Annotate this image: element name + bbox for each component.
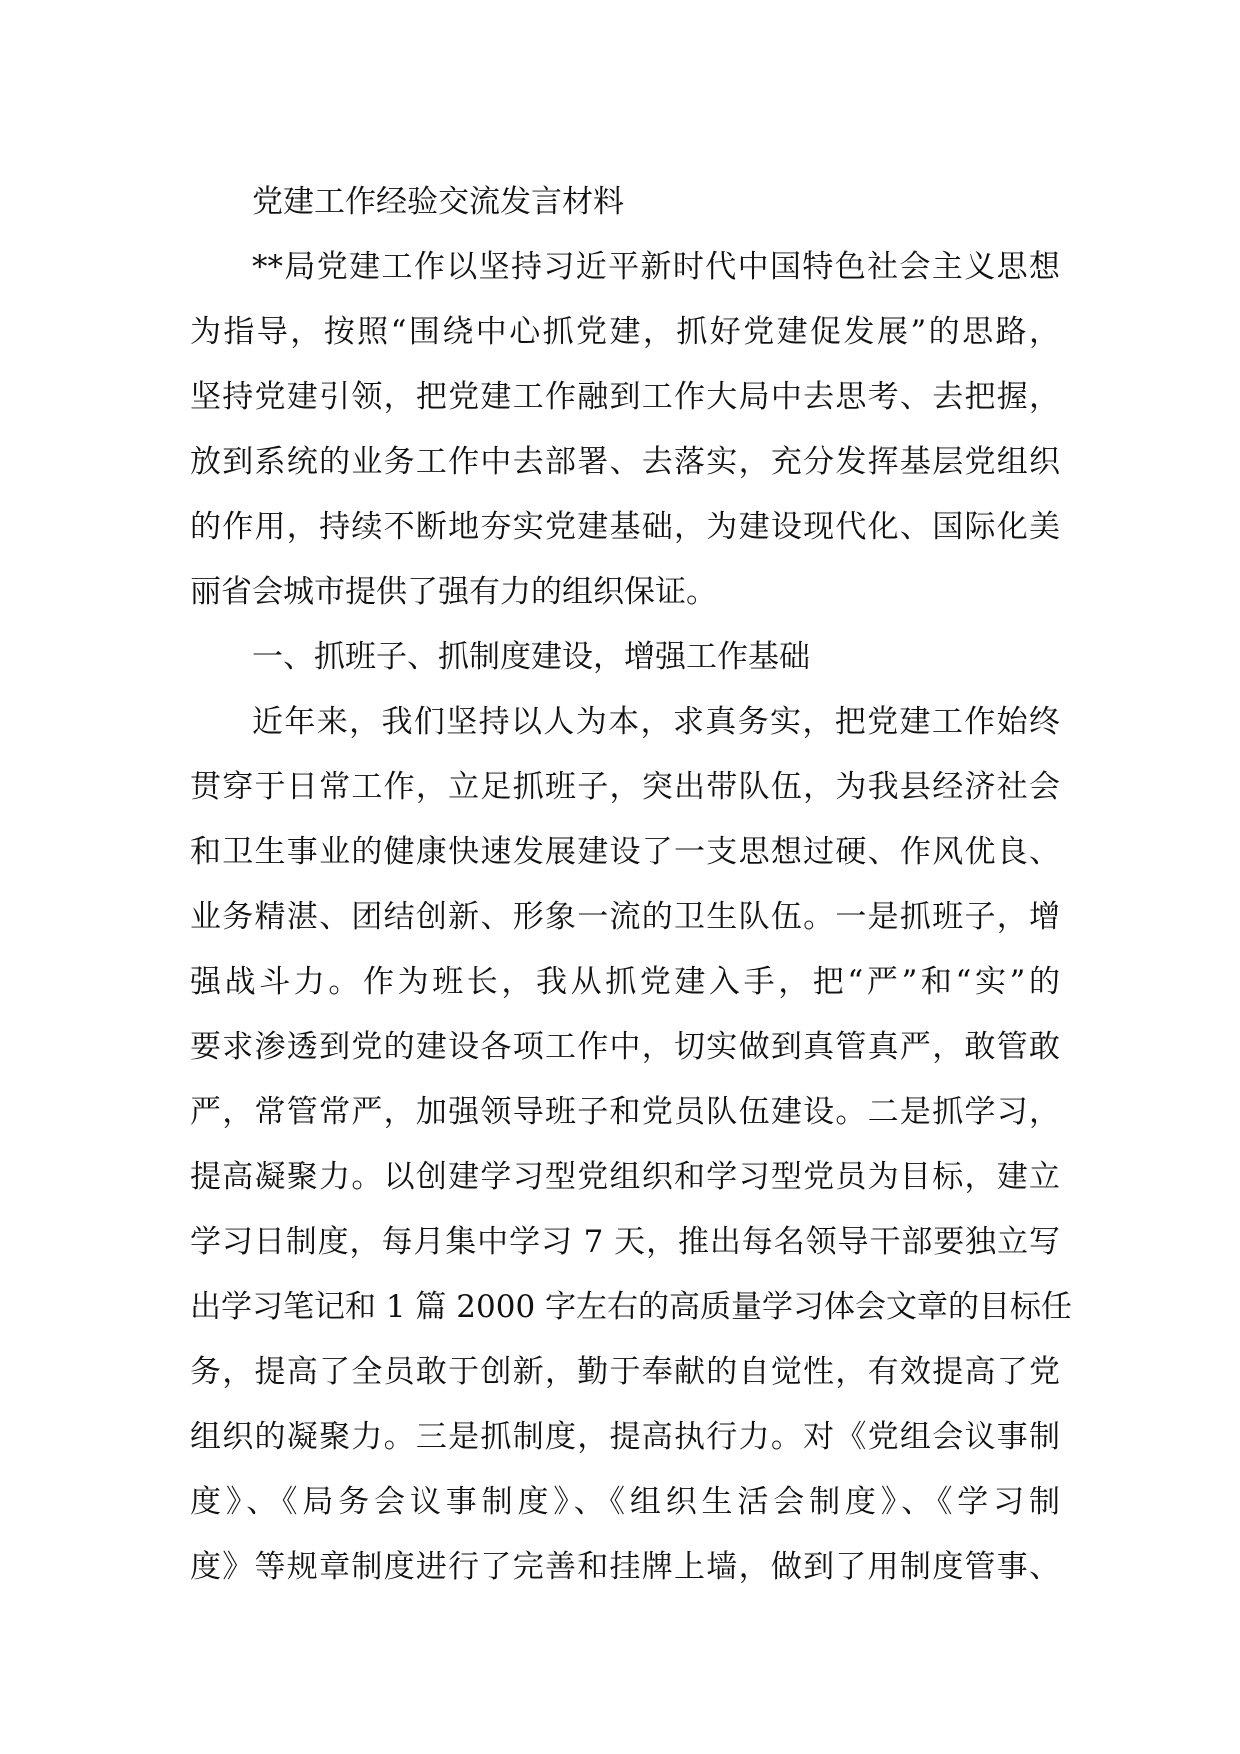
- paragraph-line: 出学习笔记和 1 篇 2000 字左右的高质量学习体会文章的目标任: [190, 1289, 1073, 1325]
- paragraph-line: 的作用，持续不断地夯实党建基础，为建设现代化、国际化美: [190, 509, 1060, 545]
- document-body: [190, 170, 1073, 1600]
- paragraph-line: 坚持党建引领，把党建工作融到工作大局中去思考、去把握，: [190, 379, 1060, 415]
- document-title: 党建工作经验交流发言材料: [252, 184, 624, 220]
- paragraph-line: 学习日制度，每月集中学习 7 天，推出每名领导干部要独立写: [190, 1224, 1060, 1260]
- paragraph-line: 务，提高了全员敢于创新，勤于奉献的自觉性，有效提高了党: [190, 1354, 1060, 1390]
- paragraph-line: 为指导，按照“围绕中心抓党建，抓好党建促发展”的思路，: [190, 314, 1060, 350]
- paragraph-line: 贯穿于日常工作，立足抓班子，突出带队伍，为我县经济社会: [190, 769, 1060, 805]
- paragraph-line: 丽省会城市提供了强有力的组织保证。: [190, 574, 717, 610]
- paragraph-line: 和卫生事业的健康快速发展建设了一支思想过硬、作风优良、: [190, 834, 1060, 870]
- paragraph-line: 提高凝聚力。以创建学习型党组织和学习型党员为目标，建立: [190, 1159, 1060, 1195]
- paragraph-line: 放到系统的业务工作中去部署、去落实，充分发挥基层党组织: [190, 444, 1060, 480]
- paragraph-line: 要求渗透到党的建设各项工作中，切实做到真管真严，敢管敢: [190, 1029, 1060, 1065]
- paragraph-line: 组织的凝聚力。三是抓制度，提高执行力。对《党组会议事制: [190, 1419, 1060, 1455]
- paragraph-line: 度》等规章制度进行了完善和挂牌上墙，做到了用制度管事、: [190, 1549, 1060, 1585]
- paragraph-line: 业务精湛、团结创新、形象一流的卫生队伍。一是抓班子，增: [190, 899, 1060, 935]
- paragraph-line: 度》、《局务会议事制度》、《组织生活会制度》、《学习制: [190, 1484, 1060, 1520]
- section-heading: 一、抓班子、抓制度建设，增强工作基础: [252, 639, 810, 675]
- paragraph-line: 严，常管常严，加强领导班子和党员队伍建设。二是抓学习，: [190, 1094, 1060, 1130]
- paragraph-line: 近年来，我们坚持以人为本，求真务实，把党建工作始终: [252, 704, 1060, 740]
- paragraph-line: 强战斗力。作为班长，我从抓党建入手，把“严”和“实”的: [190, 964, 1060, 1000]
- paragraph-line: **局党建工作以坚持习近平新时代中国特色社会主义思想: [252, 249, 1060, 285]
